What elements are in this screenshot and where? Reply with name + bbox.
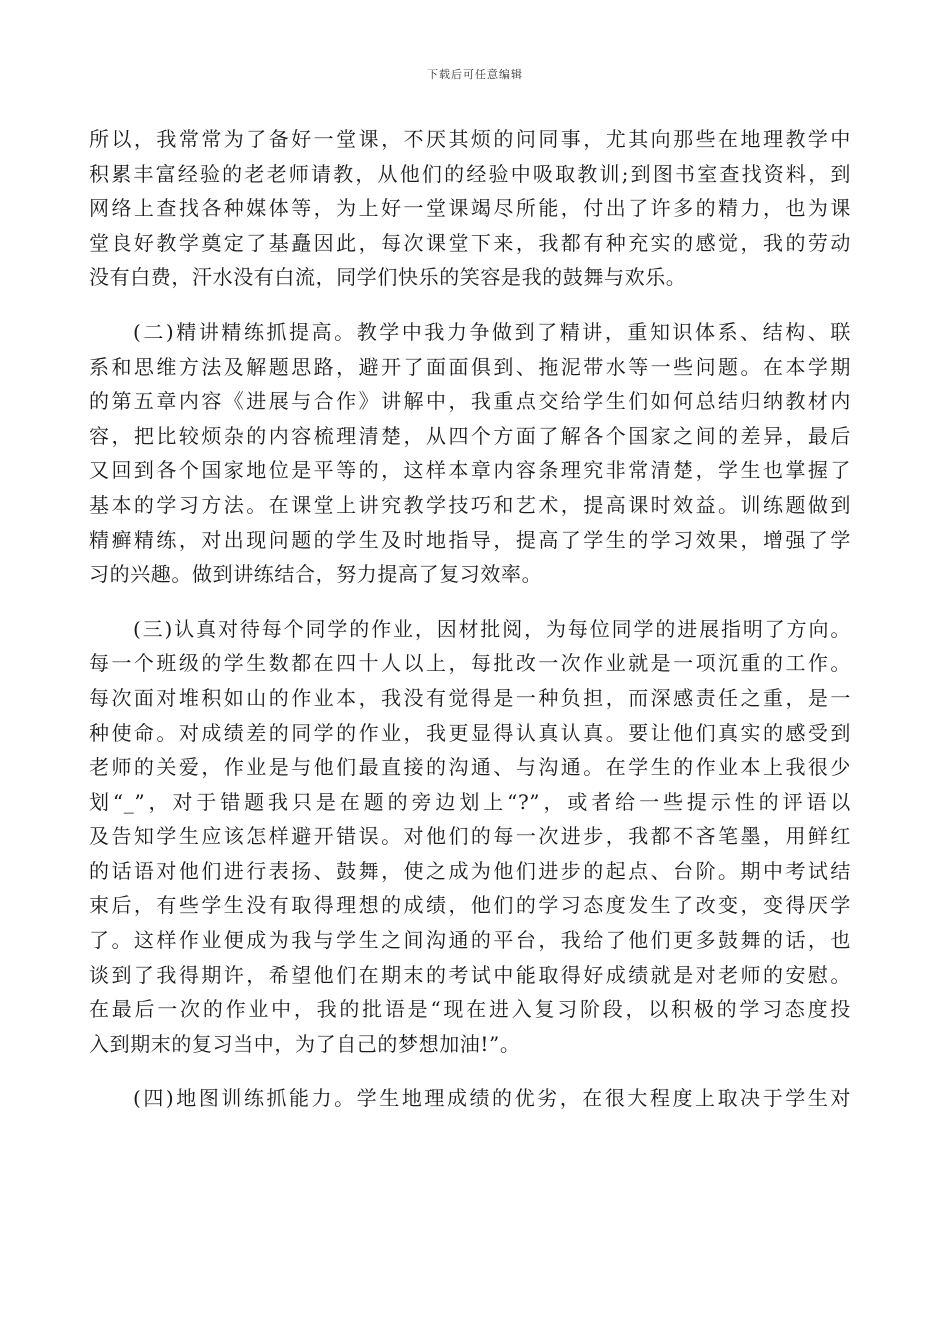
paragraph-2 [89, 315, 851, 592]
text-line: 系和思维方法及解题思路，避开了面面俱到、拖泥带水等一些问题。在本学期 [89, 354, 851, 379]
text-line: 每次面对堆积如山的作业本，我没有觉得是一种负担，而深感责任之重，是一 [89, 685, 851, 710]
text-line: 谈到了我得期许，希望他们在期末的考试中能取得好成绩就是对老师的安慰。 [89, 962, 851, 987]
document-body [89, 122, 851, 1136]
paragraph-3 [89, 612, 851, 1062]
text-line: 了。这样作业便成为我与学生之间沟通的平台，我给了他们更多鼓舞的话，也 [89, 928, 851, 953]
text-line: 的话语对他们进行表扬、鼓舞，使之成为他们进步的起点、台阶。期中考试结 [89, 858, 851, 883]
text-line: 及告知学生应该怎样避开错误。对他们的每一次进步，我都不吝笔墨，用鲜红 [89, 824, 851, 849]
text-line: 容，把比较烦杂的内容梳理清楚，从四个方面了解各个国家之间的差异，最后 [89, 423, 851, 448]
text-line: 网络上查找各种媒体等，为上好一堂课竭尽所能，付出了许多的精力，也为课 [89, 196, 851, 221]
text-line: (二)精讲精练抓提高。教学中我力争做到了精讲，重知识体系、结构、联 [133, 319, 851, 344]
text-line: 的第五章内容《进展与合作》讲解中，我重点交给学生们如何总结归纳教材内 [89, 389, 851, 414]
paragraph-1 [89, 122, 851, 295]
page-header: 下载后可任意编辑 [427, 68, 523, 81]
text-line: (三)认真对待每个同学的作业，因材批阅，为每位同学的进展指明了方向。 [133, 616, 851, 641]
text-line: 老师的关爱，作业是与他们最直接的沟通、与沟通。在学生的作业本上我很少 [89, 755, 851, 780]
text-line: 又回到各个国家地位是平等的，这样本章内容条理究非常清楚，学生也掌握了 [89, 458, 851, 483]
text-line: 习的兴趣。做到讲练结合，努力提高了复习效率。 [89, 562, 543, 587]
text-line: 积累丰富经验的老老师请教，从他们的经验中吸取教训;到图书室查找资料，到 [89, 161, 851, 186]
text-line: 没有白费，汗水没有白流，同学们快乐的笑容是我的鼓舞与欢乐。 [89, 265, 687, 290]
text-line: 划“_”，对于错题我只是在题的旁边划上“?”，或者给一些提示性的评语以 [89, 789, 851, 814]
text-line: 在最后一次的作业中，我的批语是“现在进入复习阶段，以积极的学习态度投 [89, 997, 851, 1022]
text-line: 所以，我常常为了备好一堂课，不厌其烦的问同事，尤其向那些在地理教学中 [89, 127, 851, 151]
text-line: 堂良好教学奠定了基矗因此，每次课堂下来，我都有种充实的感觉，我的劳动 [89, 230, 851, 255]
text-line: 入到期末的复习当中，为了自己的梦想加油!”。 [89, 1031, 521, 1056]
text-line: 精癣精练，对出现问题的学生及时地指导，提高了学生的学习效果，增强了学 [89, 527, 851, 552]
paragraph-4 [89, 1081, 851, 1116]
text-line: (四)地图训练抓能力。学生地理成绩的优劣，在很大程度上取决于学生对 [133, 1086, 851, 1111]
text-line: 种使命。对成绩差的同学的作业，我更显得认真认真。要让他们真实的感受到 [89, 720, 851, 745]
text-line: 束后，有些学生没有取得理想的成绩，他们的学习态度发生了改变，变得厌学 [89, 893, 851, 918]
text-line: 基本的学习方法。在课堂上讲究教学技巧和艺术，提高课时效益。训练题做到 [89, 492, 851, 517]
text-line: 每一个班级的学生数都在四十人以上，每批改一次作业就是一项沉重的工作。 [89, 651, 851, 676]
